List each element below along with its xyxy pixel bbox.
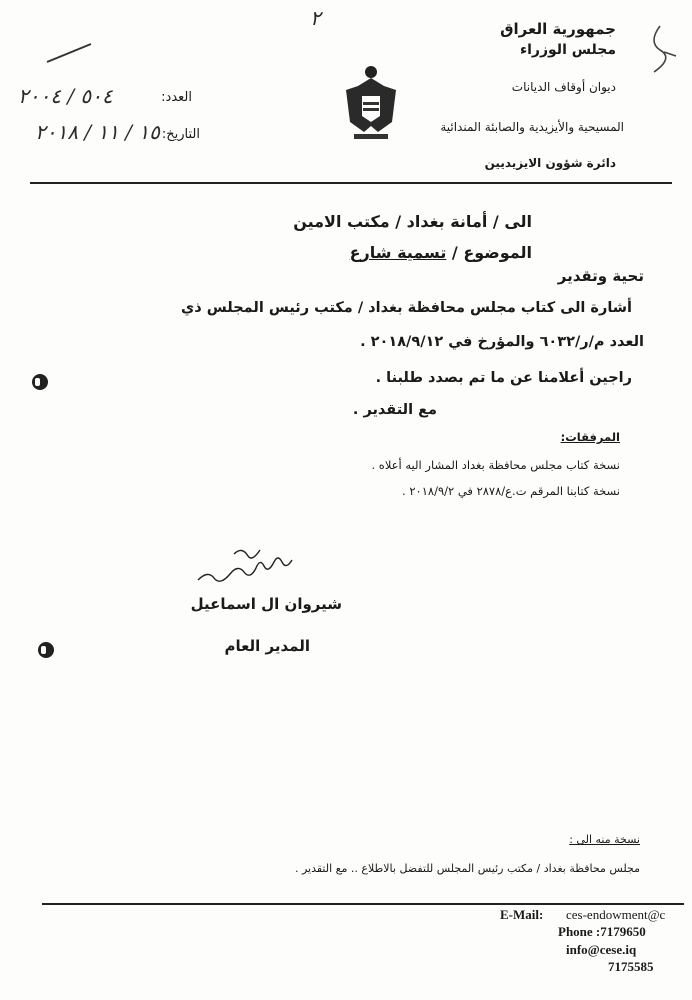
country-name: جمهورية العراق [500, 20, 616, 38]
date-handwritten: ١٥ / ١١ / ٢٠١٨ [35, 120, 160, 144]
copy-to-label: نسخة منه الى : [569, 833, 640, 846]
corner-scribble-mark [640, 22, 680, 82]
addressee: الى / أمانة بغداد / مكتب الامين [293, 212, 532, 231]
email-label: E-Mail: [500, 907, 544, 922]
copy-to-line: مجلس محافظة بغداد / مكتب رئيس المجلس للتفضل بالاطلاع .. مع التقدير . [294, 862, 640, 875]
top-handwritten-mark: ٢ [310, 6, 321, 30]
punch-hole-upper [32, 374, 48, 390]
council-name: مجلس الوزراء [519, 42, 616, 58]
subject-prefix: الموضوع / [451, 243, 532, 262]
body-line-3: راجين أعلامنا عن ما تم بصدد طلبنا . [375, 370, 632, 386]
date-label: التاريخ: [161, 127, 200, 142]
phone-number-2: 7175585 [608, 959, 654, 974]
signatory-title: المدير العام [224, 637, 310, 655]
body-line-1: أشارة الى كتاب مجلس محافظة بغداد / مكتب رئيس المجلس ذي [181, 300, 632, 316]
header-divider [30, 182, 672, 184]
punch-hole-lower [38, 642, 54, 658]
attachments-label: المرفقات: [560, 430, 620, 444]
body-line-2: العدد م/ر/٦٠٣٢ والمؤرخ في ٢٠١٨/٩/١٢ . [360, 334, 644, 350]
greeting: تحية وتقدير [557, 267, 644, 285]
diwan-name: ديوان أوقاف الديانات [511, 80, 616, 94]
footer-divider [42, 903, 684, 905]
eagle-emblem-icon [340, 60, 402, 144]
subject-line [350, 243, 532, 262]
closing: مع التقدير . [352, 402, 437, 418]
attachment-item-1: نسخة كتاب مجلس محافظة بغداد المشار اليه أعلاه . [371, 458, 620, 472]
info-email: info@cese.iq [566, 942, 637, 957]
signatory-name: شيروان ال اسماعيل [190, 595, 342, 613]
handwritten-signature [190, 540, 300, 590]
email-value: ces-endowment@c [566, 907, 666, 922]
number-handwritten: ٥٠٤ / ٢٠٠٤ [18, 84, 113, 108]
phone-number: Phone :7179650 [558, 924, 646, 939]
denominations-name: المسيحية والأيزيدية والصابئة المندائية [440, 120, 624, 134]
subject-text: تسمية شارع [349, 243, 447, 262]
attachment-item-2: نسخة كتابنا المرقم ت.ع/٢٨٧٨ في ٢٠١٨/٩/٢ . [402, 484, 620, 498]
number-label: العدد: [161, 90, 192, 105]
department-name: دائرة شؤون الايزيديين [484, 156, 616, 170]
pen-stroke-mark [45, 40, 95, 65]
